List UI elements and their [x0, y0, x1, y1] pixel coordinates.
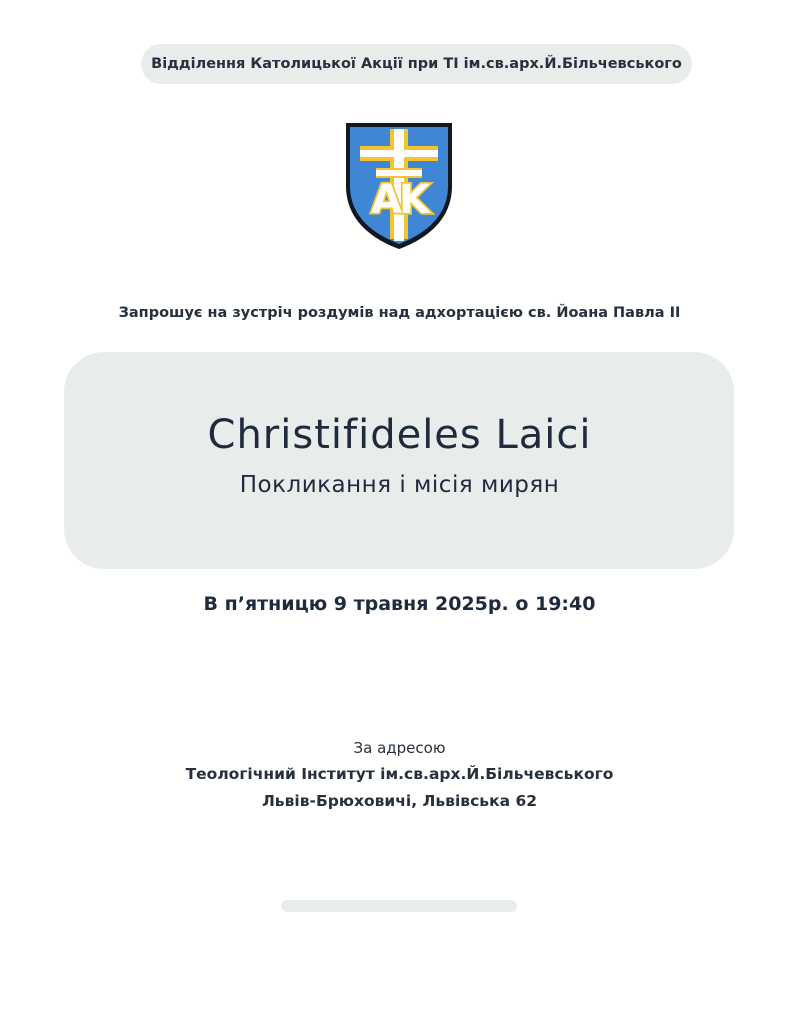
catholic-action-shield-logo — [343, 120, 455, 252]
address-street: Львів-Брюховичі, Львівська 62 — [261, 792, 538, 810]
address-institution: Теологічний Інститут ім.св.арх.Й.Більчевського — [185, 765, 614, 783]
address-label: За адресою — [353, 739, 446, 757]
invitation-text: Запрошує на зустріч роздумів над адхортацією св. Йоана Павла ІІ — [118, 305, 681, 321]
logo-letters: AK — [371, 177, 427, 223]
organization-name: Відділення Католицької Акції при ТІ ім.св.арх.Й.Більчевського — [151, 56, 682, 72]
decorative-bottom-bar — [281, 900, 517, 912]
event-subtitle: Покликання і місія мирян — [239, 472, 560, 498]
event-datetime: В п’ятницю 9 травня 2025р. о 19:40 — [203, 593, 596, 615]
event-title: Christifideles Laici — [207, 412, 592, 458]
title-card — [64, 352, 734, 569]
organization-banner — [141, 44, 692, 84]
